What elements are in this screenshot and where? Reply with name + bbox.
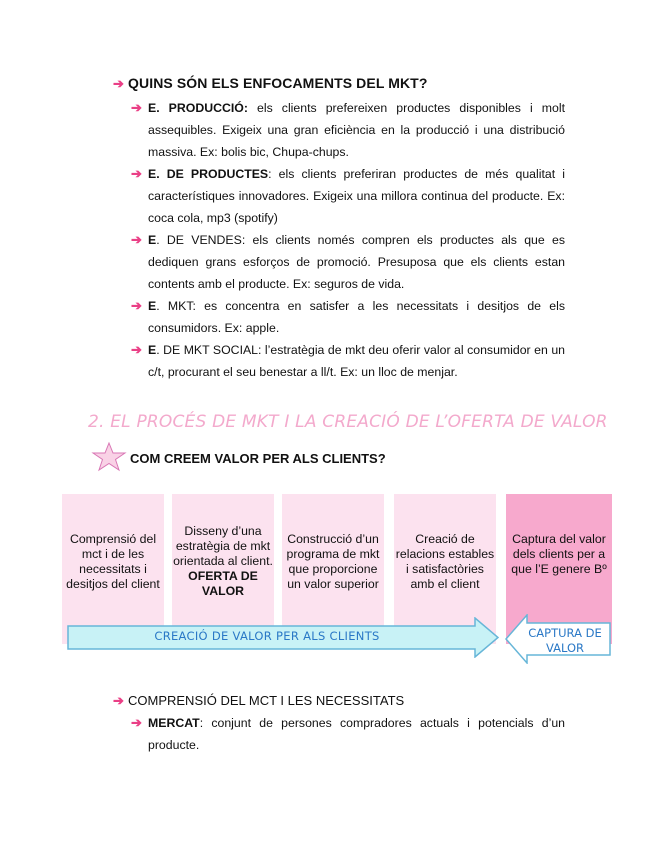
section-heading: ➔ QUINS SÓN ELS ENFOCAMENTS DEL MKT? — [113, 75, 428, 91]
market-definition — [131, 712, 565, 756]
process-box-4: Creació de relacions estables i satisfactòries amb el client — [394, 494, 496, 644]
capture-label: CAPTURA DE VALOR — [528, 626, 602, 655]
subheading: COM CREEM VALOR PER ALS CLIENTS? — [130, 451, 386, 466]
list-item: ➔ E. PRODUCCIÓ: els clients prefereixen productes disponibles i molt assequibles. Exigeix una gran eficiència en la producció i una distribució massiva. Ex: bolis bic, Chupa-chups. — [131, 97, 565, 163]
list-item: ➔ E. DE MKT SOCIAL: l’estratègia de mkt deu oferir valor al consumidor en un c/t, procurant el seu benestar a ll/t. Ex: un lloc de menjar. — [131, 339, 565, 383]
arrow-right-icon: ➔ — [131, 715, 142, 730]
list-item: ➔ E. DE VENDES: els clients només compren els productes als que es dediquen grans esforços de promoció. Presuposa que els clients estan contents amb el producte. Ex: seguros de vida. — [131, 229, 565, 295]
arrow-right-icon: ➔ — [131, 100, 142, 115]
process-box-1: Comprensió del mct i de les necessitats i desitjos del client — [62, 494, 164, 644]
list-item: ➔ E. MKT: es concentra en satisfer a les necessitats i desitjos de els consumidors. Ex: apple. — [131, 295, 565, 339]
arrow-right-icon: ➔ — [113, 693, 124, 708]
process-box-2: Disseny d’una estratègia de mkt orientada al client. OFERTA DE VALOR — [172, 494, 274, 644]
approaches-list — [131, 97, 565, 383]
process-box-3: Construcció d’un programa de mkt que proporcione un valor superior — [282, 494, 384, 644]
arrow-right-icon: ➔ — [131, 298, 142, 313]
value-creation-label: CREACIÓ DE VALOR PER ALS CLIENTS — [154, 629, 380, 643]
arrow-right-icon: ➔ — [131, 232, 142, 247]
arrow-right-icon: ➔ — [131, 166, 142, 181]
process-box-5: Captura del valor dels clients per a que l’E genere Bº — [506, 494, 612, 644]
arrow-right-icon: ➔ — [131, 342, 142, 357]
section-title: 2. EL PROCÉS DE MKT I LA CREACIÓ DE L’OFERTA DE VALOR — [88, 412, 608, 432]
arrow-right-icon: ➔ — [113, 76, 124, 91]
star-icon — [91, 442, 127, 472]
list-item: ➔ E. DE PRODUCTES: els clients preferiran productes de més qualitat i característiques innovadores. Exigeix una millora continua del producte. Ex: coca cola, mp3 (spotify) — [131, 163, 565, 229]
section-heading: ➔ COMPRENSIÓ DEL MCT I LES NECESSITATS — [113, 693, 405, 708]
list-item: ➔ MERCAT: conjunt de persones compradores actuals i potencials d’un producte. — [131, 712, 565, 756]
